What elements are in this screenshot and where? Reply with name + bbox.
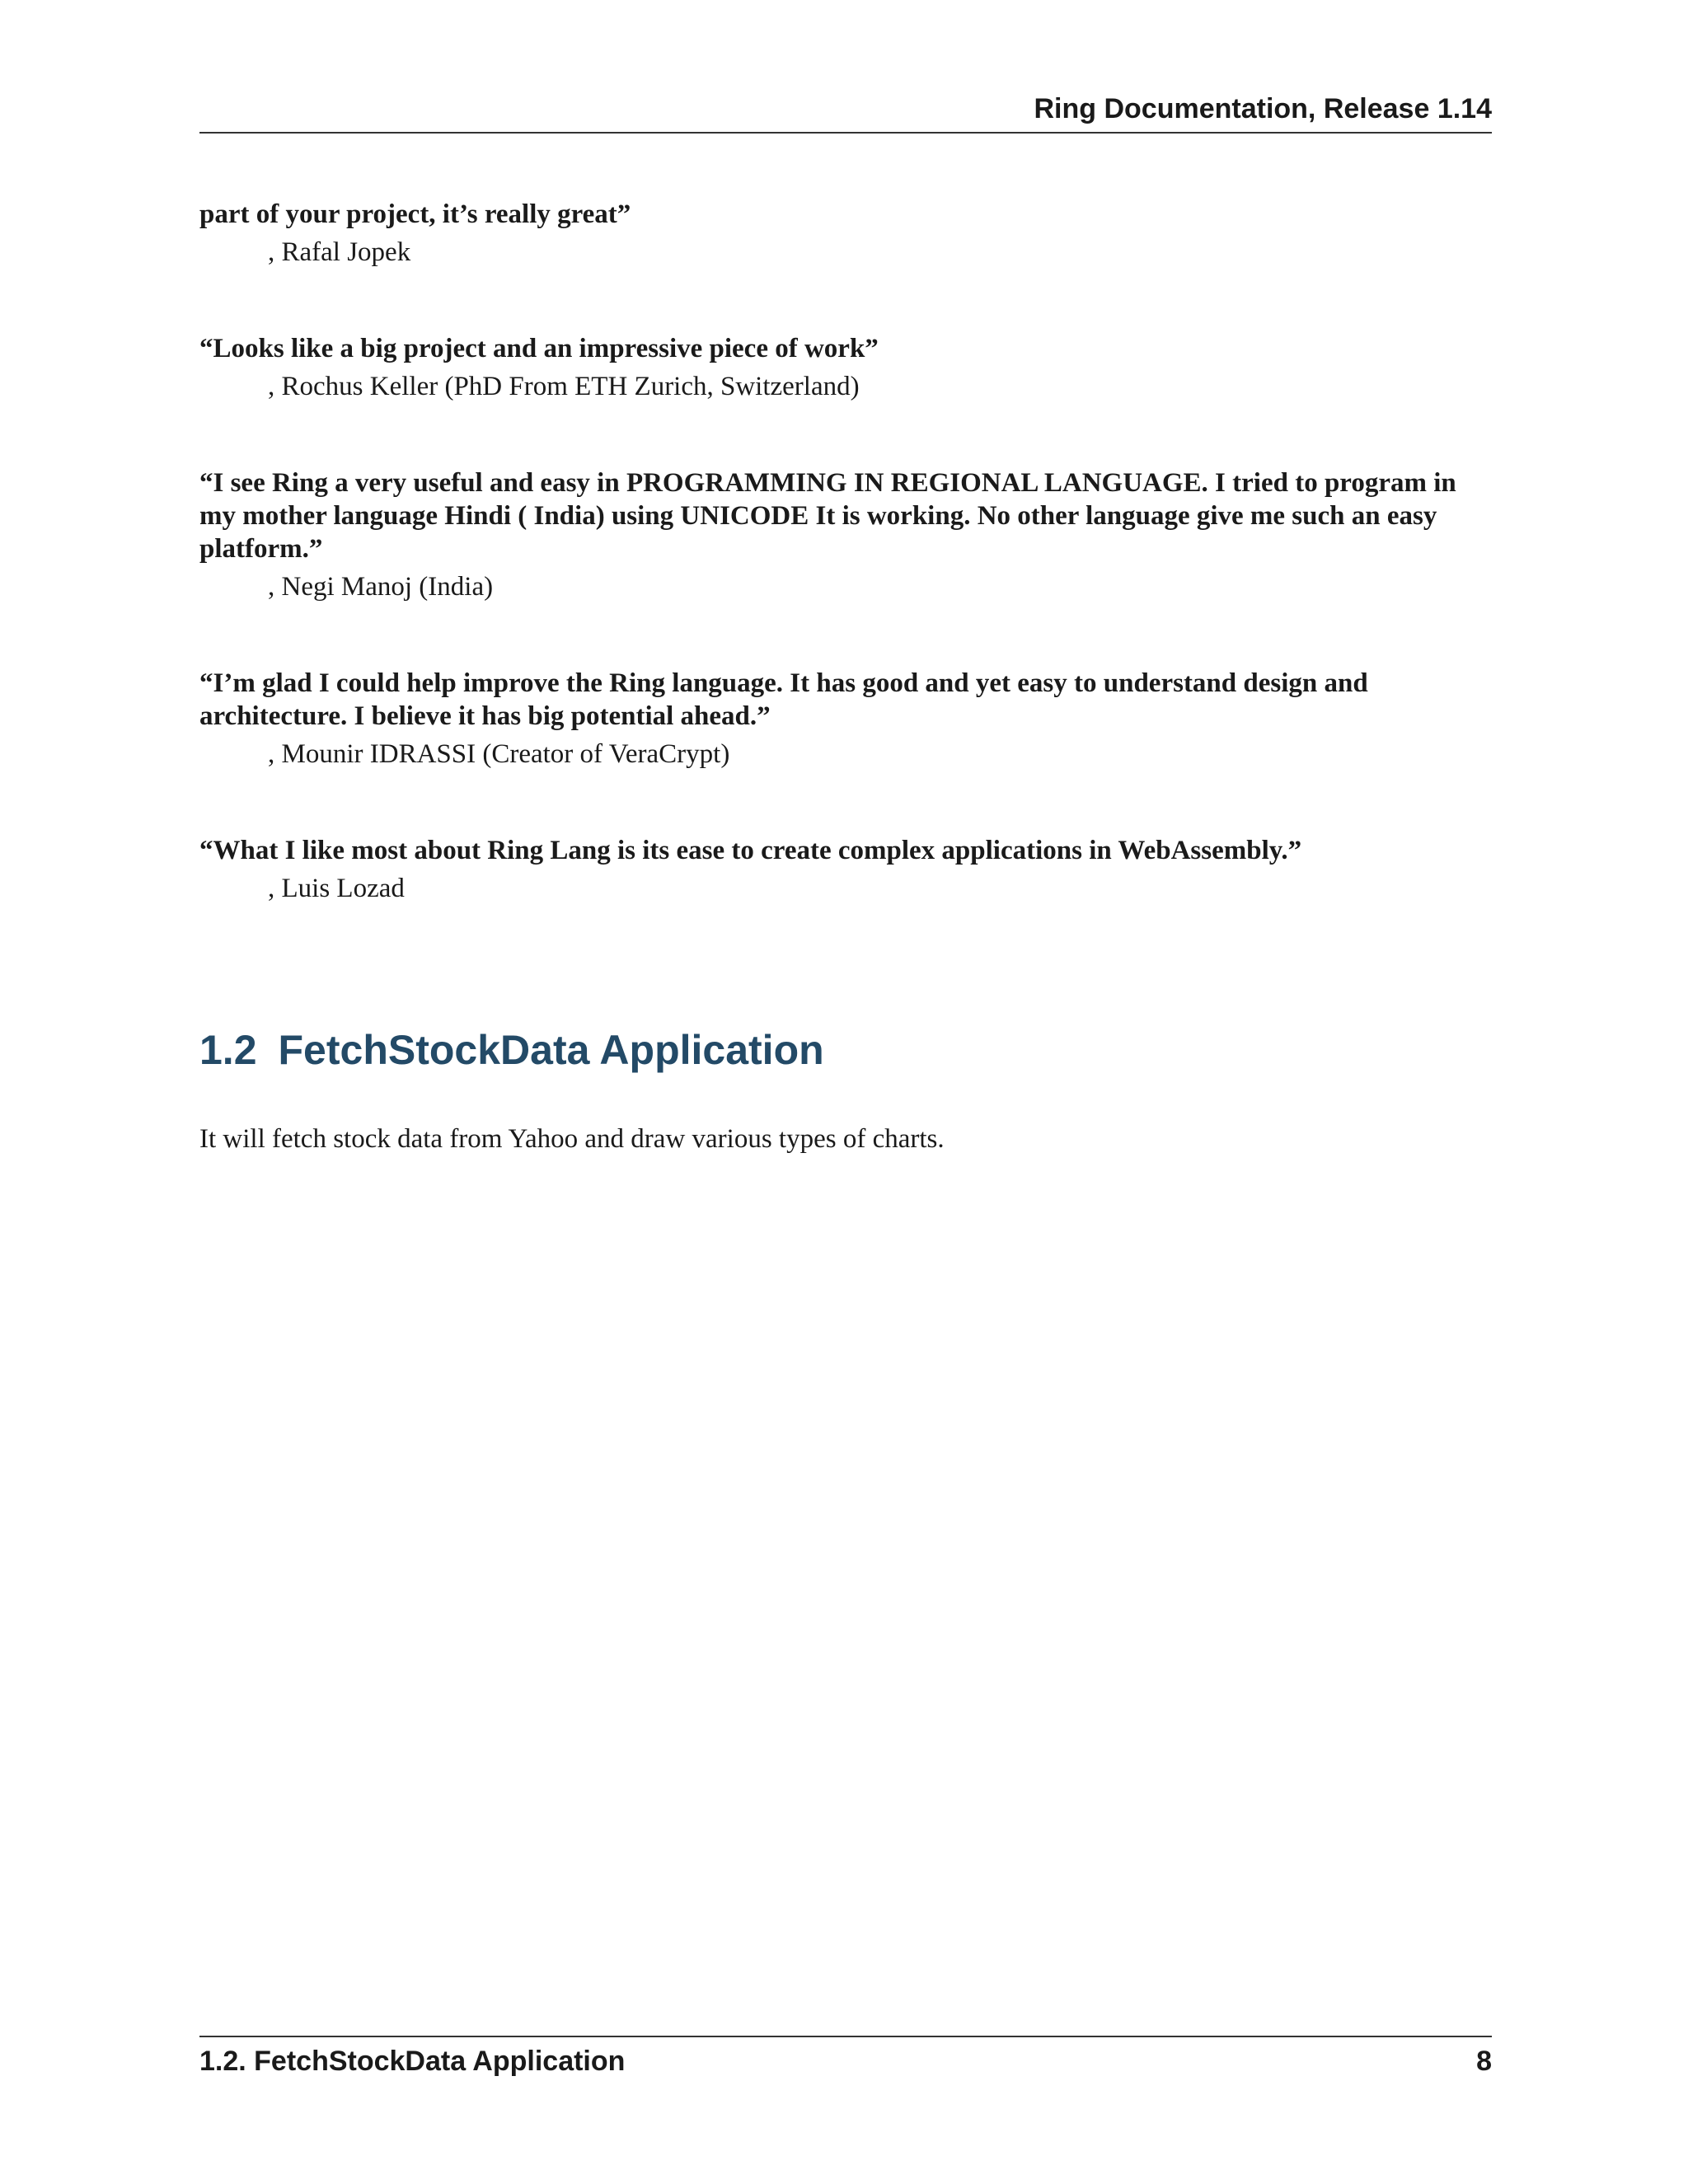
testimonial-quote: “What I like most about Ring Lang is its ease to create complex applications in WebAssembly.”: [199, 836, 1302, 865]
testimonial-quote: “Looks like a big project and an impressive piece of work”: [199, 334, 879, 363]
section-title: FetchStockData Application: [278, 1027, 824, 1073]
testimonial: [199, 466, 1492, 603]
footer-section-title: 1.2. FetchStockData Application: [199, 2046, 626, 2077]
testimonial-quote: “I’m glad I could help improve the Ring language. It has good and yet easy to understand design and architecture. I believe it has big potential ahead.”: [199, 668, 1368, 731]
testimonial-quote: part of your project, it’s really great”: [199, 199, 631, 229]
testimonial-quote: “I see Ring a very useful and easy in PROGRAMMING IN REGIONAL LANGUAGE. I tried to program in my mother language Hindi ( India) using UNICODE It is working. No other language give me such an easy platform.”: [199, 468, 1456, 564]
section-heading: [199, 1026, 824, 1074]
document-title: Ring Documentation, Release 1.14: [1034, 93, 1492, 124]
testimonial-author: , Negi Manoj (India): [268, 572, 494, 602]
page-header: [199, 91, 1492, 134]
testimonial: [199, 667, 1492, 771]
section-body-text: It will fetch stock data from Yahoo and draw various types of charts.: [199, 1124, 945, 1154]
testimonial-author: , Rafal Jopek: [268, 237, 411, 267]
testimonials-list: [199, 198, 1492, 968]
section-number: 1.2: [199, 1027, 257, 1073]
testimonial: [199, 332, 1492, 403]
testimonial-author: , Rochus Keller (PhD From ETH Zurich, Switzerland): [268, 372, 860, 401]
testimonial: [199, 198, 1492, 269]
testimonial: [199, 834, 1492, 905]
testimonial-author: , Luis Lozad: [268, 874, 405, 903]
testimonial-author: , Mounir IDRASSI (Creator of VeraCrypt): [268, 739, 730, 769]
page-footer: [199, 2036, 1492, 2087]
page-number: 8: [1476, 2046, 1492, 2077]
